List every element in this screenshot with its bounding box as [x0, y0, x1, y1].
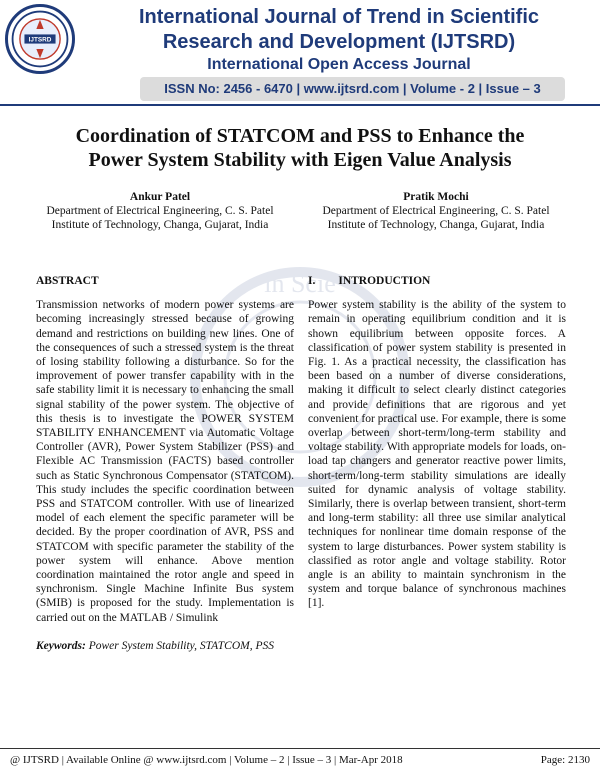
paper-title-line2: Power System Stability with Eigen Value Analysis	[88, 149, 512, 171]
header-divider	[0, 104, 600, 106]
page-number: Page: 2130	[540, 754, 590, 766]
abstract-heading: ABSTRACT	[36, 275, 99, 287]
author-affiliation-line2: Institute of Technology, Changa, Gujarat, India	[51, 219, 269, 231]
journal-subtitle: International Open Access Journal	[207, 56, 471, 73]
author-affiliation-line1: Department of Electrical Engineering, C. S. Patel	[322, 205, 550, 217]
footer-divider	[0, 748, 600, 749]
keywords-label: Keywords:	[36, 639, 86, 652]
abstract-text: Transmission networks of modern power systems are becoming increasingly stressed because of growing demand and restrictions on building new lines. One of the consequences of such a stressed system is the threat of losing stability following a disturbance. So for the improvement of power transfer capability with in the safe stability limit it is necessary to enhancing the small signal stability of the power system. The objective of this thesis is to investigate the POWER SYSTEM STABILITY ENHANCEMENT via Automatic Voltage Controller (AVR), Power System Stabilizer (PSS) and Flexible AC Transmission (FACTS) based controller such as Static Synchronous Compensator (STATCOM). This study includes the specific coordination between PSS and STATCOM controller. With use of linearized model of each element the specific parameter will be decided. By the proper coordination of AVR, PSS and STATCOM with specific parameter the stability of the power system will enhance. Above mention coordination maintained the rotor angle and speed in synchronism. Single Machine Infinite Bus system (SMIB) is proposed for the study. Implementation is carried out on the MATLAB / Simulink	[36, 299, 294, 624]
author-block-2	[306, 190, 566, 232]
journal-title-line2: Research and Development (IJTSRD)	[162, 31, 516, 53]
journal-logo	[5, 4, 75, 74]
introduction-heading: I. INTRODUCTION	[308, 275, 431, 287]
introduction-text: Power system stability is the ability of the system to remain in operating equilibrium condition and it is shown equilibrium between opposite forces. A classification of power system stability is presented in Fig. 1. As a practical necessity, the classification has been based on a number of diverse considerations, making it difficult to select clearly distinct categories and provide definitions that are rigorous and yet convenient for practical use. For example, there is some overlap between short-term/long-term stability and voltage stability. With appropriate models for loads, on- load tap changers and generator reactive power limits, short-term/long-term stability simulations are ideally suited for dynamic analysis of voltage stability. Similarly, there is overlap between transient, short-term and long-term stability: all three use similar analytical techniques for nonlinear time domain response of the system to large disturbances. Power system stability is classified as rotor angle and voltage stability. Rotor angle is an ability to maintain synchronism in the system and torque balance of synchronous machines [1].	[308, 299, 566, 610]
author-name: Pratik Mochi	[403, 191, 469, 203]
introduction-section	[308, 274, 566, 611]
abstract-section	[36, 274, 294, 653]
paper-title	[40, 124, 560, 172]
footer-citation: @ IJTSRD | Available Online @ www.ijtsrd.com | Volume – 2 | Issue – 3 | Mar-Apr 2018	[10, 754, 403, 766]
author-affiliation-line2: Institute of Technology, Changa, Gujarat, India	[327, 219, 545, 231]
author-affiliation-line1: Department of Electrical Engineering, C. S. Patel	[46, 205, 274, 217]
logo-text: IJTSRD	[28, 36, 52, 44]
issn-bar: ISSN No: 2456 - 6470 | www.ijtsrd.com | Volume - 2 | Issue – 3	[140, 77, 565, 101]
page-footer	[10, 754, 590, 766]
watermark-text: in Scie	[264, 269, 336, 298]
keywords-value: Power System Stability, STATCOM, PSS	[88, 639, 274, 652]
paper-title-line1: Coordination of STATCOM and PSS to Enhance the	[75, 125, 525, 147]
journal-title-line1: International Journal of Trend in Scientific	[138, 6, 540, 28]
author-block-1	[30, 190, 290, 232]
author-name: Ankur Patel	[129, 191, 191, 203]
keywords	[36, 639, 294, 653]
